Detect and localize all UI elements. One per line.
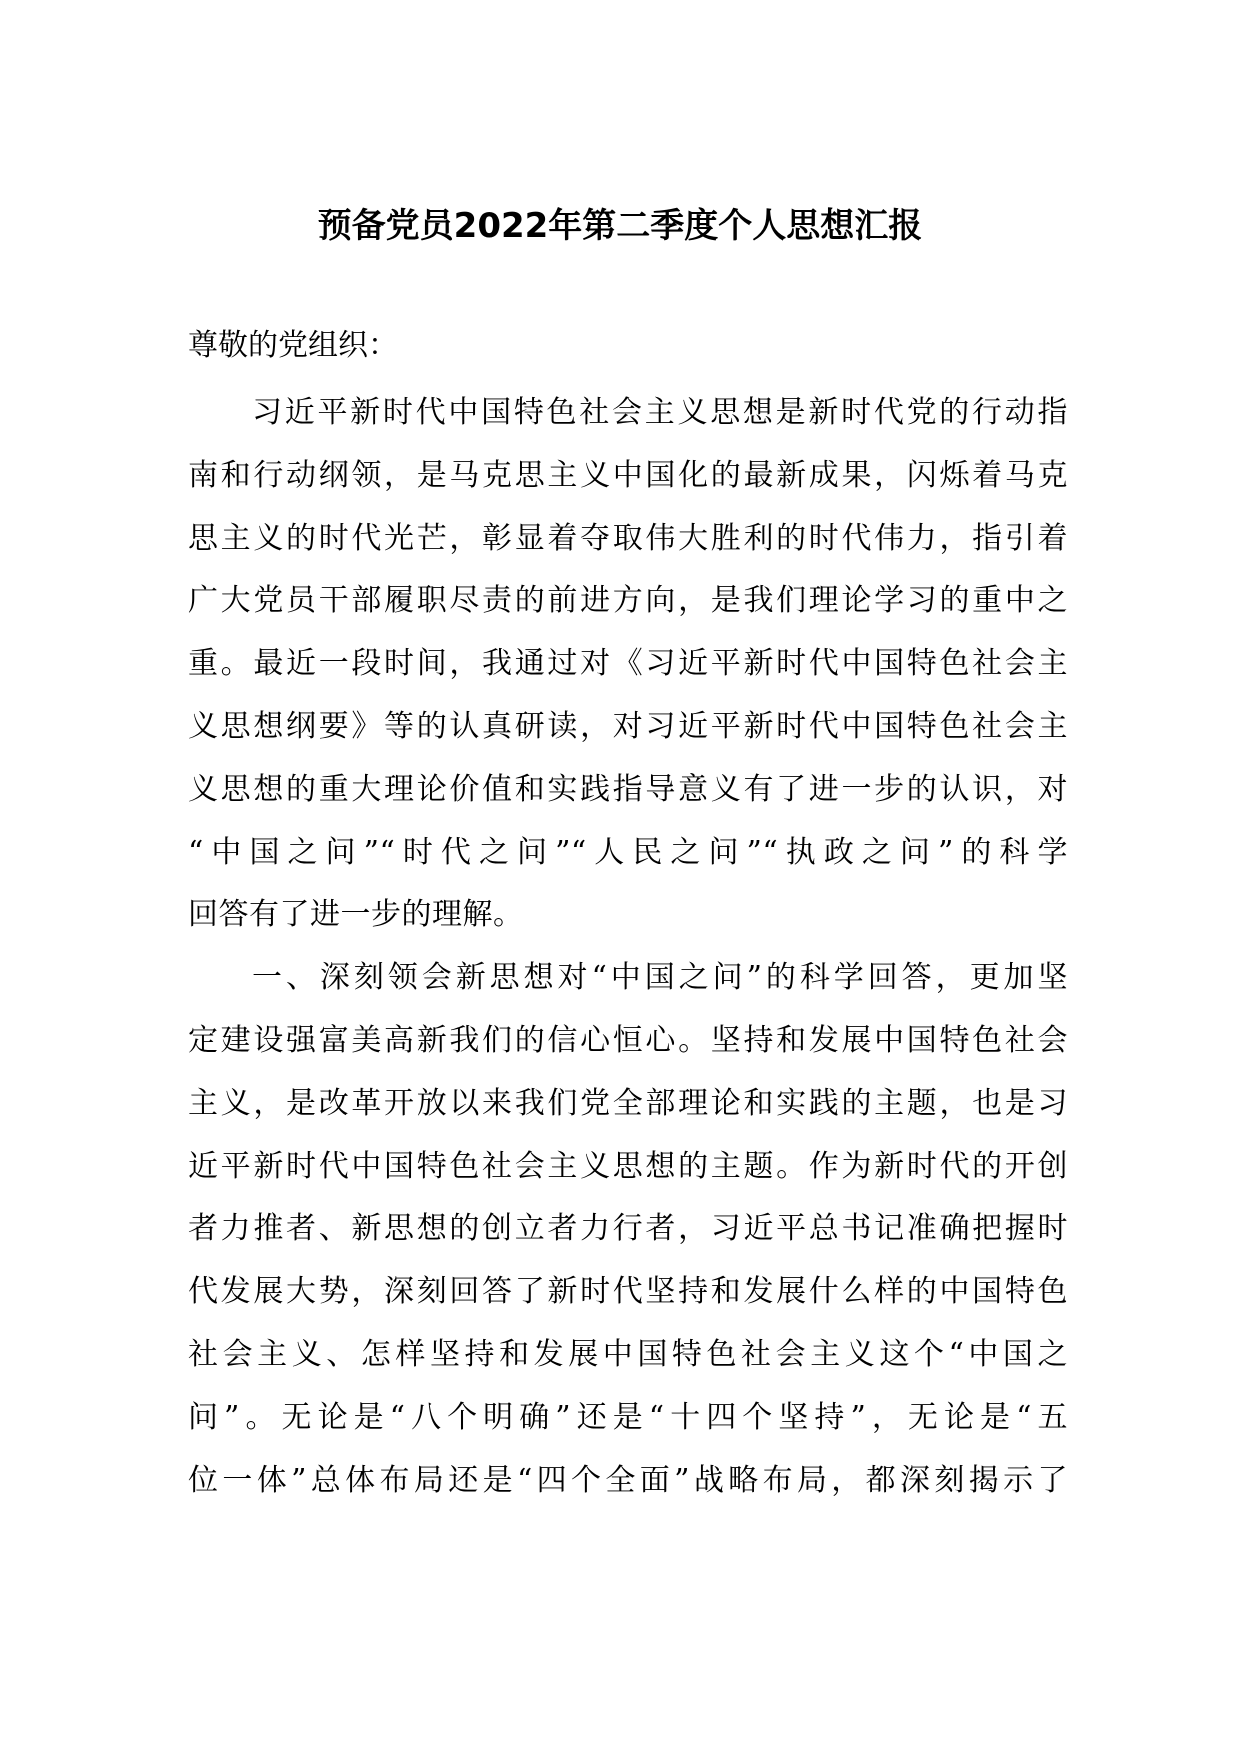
paragraph-line: 义思想的重大理论价值和实践指导意义有了进一步的认识，对 xyxy=(188,771,1068,807)
document-body xyxy=(188,382,1068,1512)
paragraph-line: 社会主义、怎样坚持和发展中国特色社会主义这个“中国之 xyxy=(188,1336,1068,1372)
paragraph-line: 位一体”总体布局还是“四个全面”战略布局，都深刻揭示了 xyxy=(188,1462,1068,1498)
paragraph-line: 南和行动纲领，是马克思主义中国化的最新成果，闪烁着马克 xyxy=(188,457,1068,493)
paragraph-line: 者力推者、新思想的创立者力行者，习近平总书记准确把握时 xyxy=(188,1211,1068,1247)
paragraph-line: 重。最近一段时间，我通过对《习近平新时代中国特色社会主 xyxy=(188,646,1068,682)
document-title: 预备党员2022年第二季度个人思想汇报 xyxy=(317,206,923,246)
paragraph-line: 定建设强富美高新我们的信心恒心。坚持和发展中国特色社会 xyxy=(188,1022,1068,1058)
paragraph-line: “中国之问”“时代之问”“人民之问”“执政之问”的科学 xyxy=(188,834,1068,870)
paragraph-line: 回答有了进一步的理解。 xyxy=(188,897,524,933)
paragraph-line: 主义，是改革开放以来我们党全部理论和实践的主题，也是习 xyxy=(188,1085,1068,1121)
salutation: 尊敬的党组织： xyxy=(188,328,398,363)
paragraph-line: 近平新时代中国特色社会主义思想的主题。作为新时代的开创 xyxy=(188,1148,1068,1184)
paragraph-line: 广大党员干部履职尽责的前进方向，是我们理论学习的重中之 xyxy=(188,583,1068,619)
paragraph-line: 一、深刻领会新思想对“中国之问”的科学回答，更加坚 xyxy=(252,960,1068,996)
paragraph-line: 思主义的时代光芒，彰显着夺取伟大胜利的时代伟力，指引着 xyxy=(188,520,1068,556)
paragraph-line: 代发展大势，深刻回答了新时代坚持和发展什么样的中国特色 xyxy=(188,1274,1068,1310)
paragraph-line: 义思想纲要》等的认真研读，对习近平新时代中国特色社会主 xyxy=(188,708,1068,744)
paragraph-line: 问”。无论是“八个明确”还是“十四个坚持”，无论是“五 xyxy=(188,1399,1068,1435)
paragraph-line: 习近平新时代中国特色社会主义思想是新时代党的行动指 xyxy=(252,395,1068,430)
